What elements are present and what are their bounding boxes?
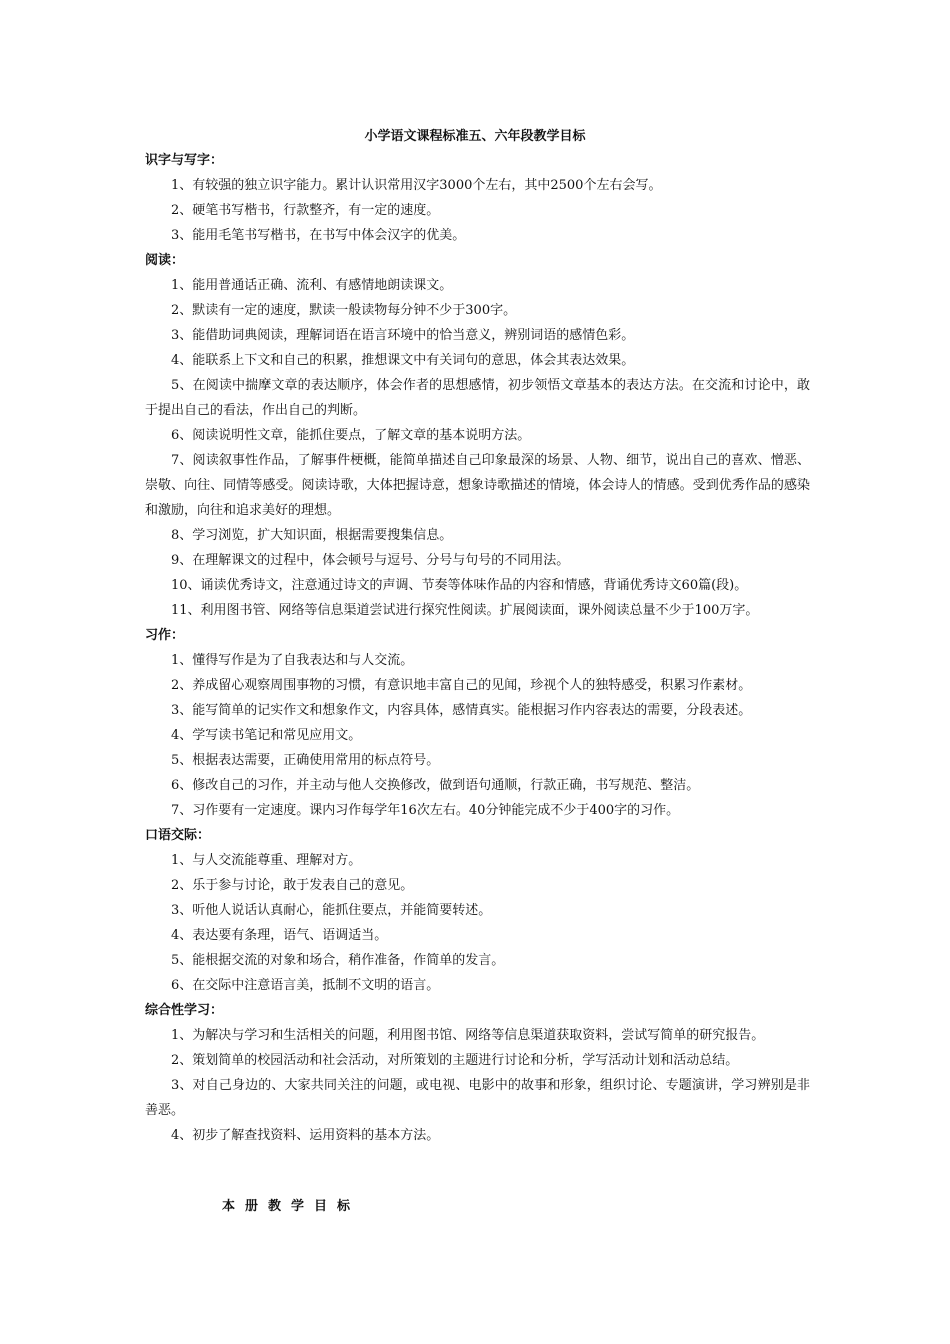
list-item: 1、与人交流能尊重、理解对方。 — [171, 853, 362, 868]
section-writing — [145, 623, 810, 823]
list-item: 5、能根据交流的对象和场合，稍作准备，作简单的发言。 — [171, 953, 505, 968]
list-item: 2、策划简单的校园活动和社会活动，对所策划的主题进行讨论和分析，学写活动计划和活动总结。 — [171, 1053, 739, 1068]
list-item: 3、能借助词典阅读，理解词语在语言环境中的恰当意义，辨别词语的感情色彩。 — [171, 328, 635, 343]
list-item: 10、诵读优秀诗文，注意通过诗文的声调、节奏等体味作品的内容和情感，背诵优秀诗文60篇(段)。 — [171, 578, 748, 593]
list-item: 4、能联系上下文和自己的积累，推想课文中有关词句的意思，体会其表达效果。 — [171, 353, 635, 368]
list-item: 5、根据表达需要，正确使用常用的标点符号。 — [171, 753, 440, 768]
list-item: 1、有较强的独立识字能力。累计认识常用汉字3000个左右，其中2500个左右会写。 — [171, 178, 662, 193]
section-heading: 综合性学习： — [145, 1003, 224, 1018]
section-oral-communication — [145, 823, 810, 998]
list-item: 6、修改自己的习作，并主动与他人交换修改，做到语句通顺，行款正确，书写规范、整洁。 — [171, 778, 700, 793]
list-item: 1、为解决与学习和生活相关的问题，利用图书馆、网络等信息渠道获取资料，尝试写简单的研究报告。 — [171, 1028, 765, 1043]
list-item: 4、初步了解查找资料、运用资料的基本方法。 — [171, 1128, 440, 1143]
list-item: 3、能用毛笔书写楷书，在书写中体会汉字的优美。 — [171, 228, 466, 243]
list-item: 3、能写简单的记实作文和想象作文，内容具体，感情真实。能根据习作内容表达的需要，分段表述。 — [171, 703, 752, 718]
list-item: 8、学习浏览，扩大知识面，根据需要搜集信息。 — [171, 528, 453, 543]
section-heading: 习作： — [145, 628, 185, 643]
section-heading: 口语交际： — [145, 828, 211, 843]
list-item: 1、懂得写作是为了自我表达和与人交流。 — [171, 653, 414, 668]
list-item: 2、硬笔书写楷书，行款整齐，有一定的速度。 — [171, 203, 440, 218]
document-title: 小学语文课程标准五、六年段教学目标 — [364, 129, 586, 144]
document-body — [145, 148, 810, 1148]
volume-goals-heading: 本册教学目标 — [222, 1199, 361, 1214]
section-heading: 阅读： — [145, 253, 185, 268]
list-item: 4、表达要有条理，语气、语调适当。 — [171, 928, 388, 943]
list-item: 9、在理解课文的过程中，体会顿号与逗号、分号与句号的不同用法。 — [171, 553, 570, 568]
list-item: 2、养成留心观察周围事物的习惯，有意识地丰富自己的见闻，珍视个人的独特感受，积累习作素材。 — [171, 678, 752, 693]
list-item: 7、阅读叙事性作品，了解事件梗概，能简单描述自己印象最深的场景、人物、细节，说出自己的喜欢、憎恶、崇敬、向往、同情等感受。阅读诗歌，大体把握诗意，想象诗歌描述的情境，体会诗人的情感。受到优秀作品的感染和激励，向往和追求美好的理想。 — [145, 453, 810, 518]
list-item: 2、默读有一定的速度，默读一般读物每分钟不少于300字。 — [171, 303, 517, 318]
section-literacy — [145, 148, 810, 248]
list-item: 3、对自己身边的、大家共同关注的问题，或电视、电影中的故事和形象，组织讨论、专题演讲，学习辨别是非善恶。 — [145, 1078, 810, 1118]
list-item: 3、听他人说话认真耐心，能抓住要点，并能简要转述。 — [171, 903, 492, 918]
list-item: 6、在交际中注意语言美，抵制不文明的语言。 — [171, 978, 440, 993]
list-item: 5、在阅读中揣摩文章的表达顺序，体会作者的思想感情，初步领悟文章基本的表达方法。在交流和讨论中，敢于提出自己的看法，作出自己的判断。 — [145, 378, 810, 418]
list-item: 7、习作要有一定速度。课内习作每学年16次左右。40分钟能完成不少于400字的习作。 — [171, 803, 680, 818]
section-heading: 识字与写字： — [145, 153, 224, 168]
section-reading — [145, 248, 810, 623]
list-item: 4、学写读书笔记和常见应用文。 — [171, 728, 362, 743]
list-item: 2、乐于参与讨论，敢于发表自己的意见。 — [171, 878, 414, 893]
list-item: 1、能用普通话正确、流利、有感情地朗读课文。 — [171, 278, 453, 293]
section-integrated-learning — [145, 998, 810, 1148]
list-item: 11、利用图书管、网络等信息渠道尝试进行探究性阅读。扩展阅读面，课外阅读总量不少于100万字。 — [171, 603, 759, 618]
list-item: 6、阅读说明性文章，能抓住要点，了解文章的基本说明方法。 — [171, 428, 531, 443]
